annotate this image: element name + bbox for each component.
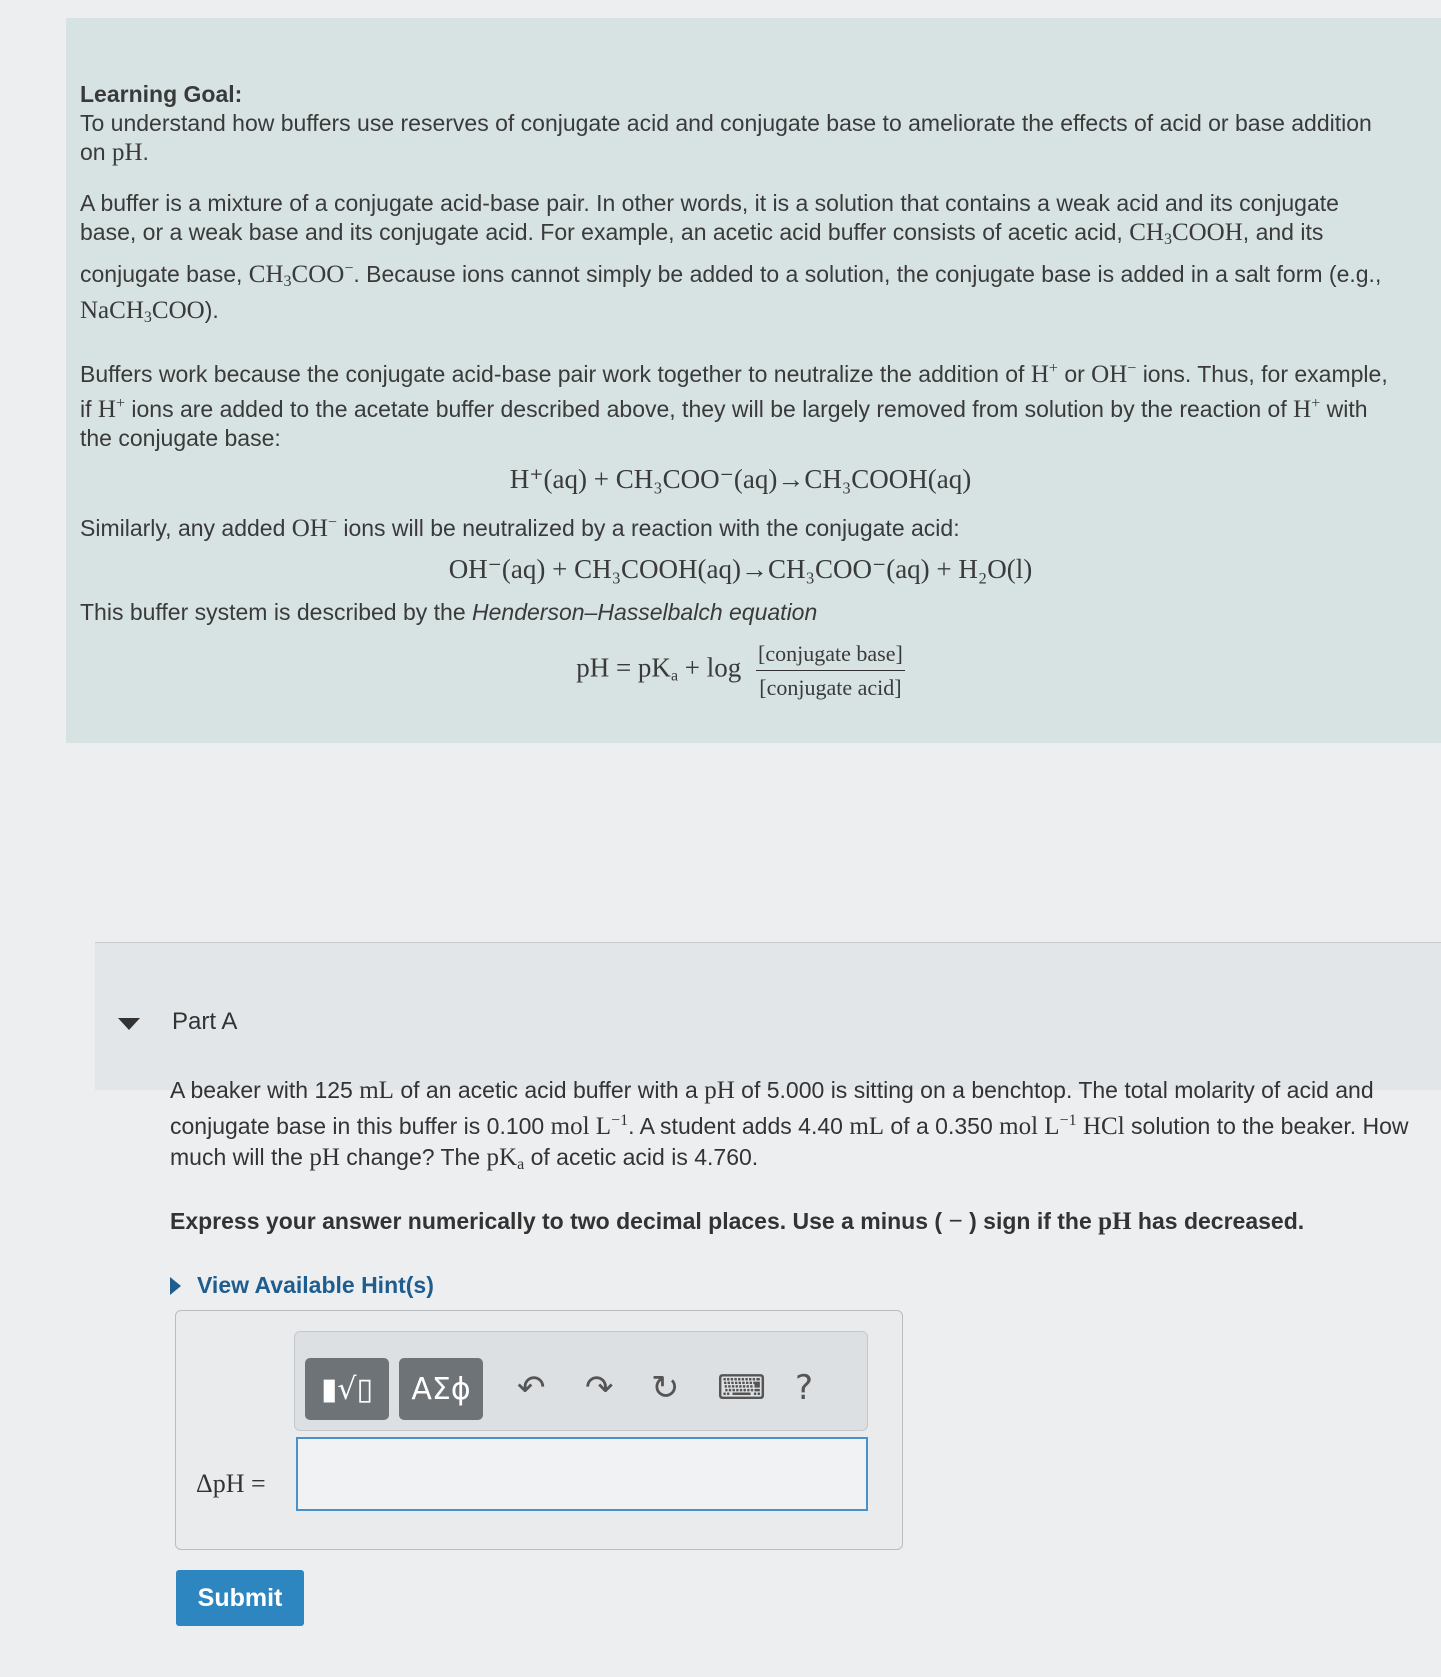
mol: mol L xyxy=(999,1113,1060,1140)
q1: A beaker with 125 xyxy=(170,1077,353,1103)
express-c: has decreased. xyxy=(1137,1208,1305,1234)
part-a-header[interactable] xyxy=(95,943,1441,1090)
salt-formula xyxy=(80,297,205,324)
pk-sub: a xyxy=(517,1156,525,1173)
para2-text-a: Buffers work because the conjugate acid-base pair work together to neutralize the addition of xyxy=(80,361,1025,387)
base-sub: 3 xyxy=(283,273,292,290)
para1-text-d: ). xyxy=(204,297,219,323)
learning-goal-text xyxy=(80,109,1401,167)
part-a-label[interactable]: Part A xyxy=(172,1008,238,1035)
para3-text-a: Similarly, any added xyxy=(80,515,286,541)
ph-math: pH xyxy=(704,1077,735,1104)
plus: + xyxy=(1311,395,1321,412)
h-plus xyxy=(1031,361,1058,388)
hh-denominator: [conjugate acid] xyxy=(759,675,902,700)
base-pre: CH xyxy=(248,261,284,288)
pka-math xyxy=(487,1144,525,1171)
para3-text-b: ions will be neutralized by a reaction with the conjugate acid: xyxy=(343,515,960,541)
pk: pK xyxy=(486,1144,518,1171)
q3: of 5.000 is sitting on a benchtop. The total molarity of acid and conjugate base in this buffer is 0.100 xyxy=(170,1077,1374,1139)
para4-text-a: This buffer system is described by the xyxy=(80,599,466,625)
mol-per-l xyxy=(551,1113,628,1140)
oh: OH xyxy=(291,515,328,542)
henderson-hasselbalch-name: Henderson–Hasselbalch equation xyxy=(472,599,818,625)
hh-lhs: pH = pK xyxy=(576,652,671,683)
ml-unit: mL xyxy=(359,1077,394,1104)
h: H xyxy=(97,396,116,423)
minus: − xyxy=(1127,360,1137,377)
mol: mol L xyxy=(550,1113,612,1140)
oh-minus-2 xyxy=(292,515,337,542)
ph-math: pH xyxy=(111,139,143,166)
h-plus-2 xyxy=(98,396,125,423)
express-a: Express your answer numerically to two decimal places. Use a minus ( xyxy=(170,1208,943,1234)
q6: solution to the beaker. How much will the xyxy=(170,1113,1409,1170)
acetate-formula xyxy=(249,261,354,288)
hh-log: + log xyxy=(678,652,742,683)
express-b: ) sign if the xyxy=(969,1208,1092,1234)
answer-input[interactable] xyxy=(296,1437,868,1511)
hh-numerator: [conjugate base] xyxy=(756,639,905,671)
help-icon[interactable]: ? xyxy=(795,1368,814,1408)
ph-math-3: pH xyxy=(1098,1208,1132,1235)
redo-icon[interactable]: ↷ xyxy=(585,1368,614,1408)
henderson-hasselbalch-equation xyxy=(80,639,1401,702)
greek-symbols-button[interactable]: ΑΣϕ xyxy=(399,1358,483,1420)
delta-ph-label: ΔpH = xyxy=(196,1469,266,1498)
templates-button[interactable]: ▮√▯ xyxy=(305,1358,389,1420)
para2-text-d: with the conjugate base: xyxy=(80,396,1368,451)
acid-sub: 3 xyxy=(1163,231,1172,248)
base-post: COO xyxy=(291,261,345,288)
answer-panel xyxy=(175,1310,903,1550)
salt-post: COO xyxy=(151,297,205,324)
oh-minus xyxy=(1091,361,1136,388)
ml-unit-2: mL xyxy=(849,1113,885,1140)
h: H xyxy=(1030,361,1049,388)
collapse-caret-icon[interactable] xyxy=(118,1018,140,1030)
learning-goal-title: Learning Goal: xyxy=(80,81,243,107)
math-toolbar xyxy=(294,1331,868,1431)
hint-label[interactable]: View Available Hint(s) xyxy=(197,1272,434,1298)
para2-text-b: ions. Thus, for example, if xyxy=(80,361,1388,422)
para1-text-c: . Because ions cannot simply be added to a solution, the conjugate base is added in a salt form (e.g., xyxy=(353,261,1382,287)
period: . xyxy=(142,139,149,165)
hcl-formula: HCl xyxy=(1082,1113,1125,1140)
ph-math-2: pH xyxy=(309,1144,340,1171)
neg1: −1 xyxy=(1059,1112,1077,1129)
henderson-paragraph xyxy=(80,598,1401,627)
plus: + xyxy=(115,395,125,412)
mol-per-l-2 xyxy=(999,1113,1076,1140)
learning-goal-panel xyxy=(66,18,1441,743)
h: H xyxy=(1293,396,1312,423)
expand-arrow-icon xyxy=(170,1277,181,1295)
salt-pre: NaCH xyxy=(80,297,144,324)
buffer-mechanism-paragraph xyxy=(80,354,1401,453)
learning-goal-line1: To understand how buffers use reserves of conjugate acid and conjugate base to ameliorate the effects of acid or base xyxy=(80,110,1285,136)
q7: change? The xyxy=(346,1144,481,1170)
q5: of a 0.350 xyxy=(890,1113,993,1139)
base-neutralization-equation: OH⁻(aq) + CH₃COOH(aq)→CH₃COO⁻(aq) + H₂O(l) xyxy=(448,554,1033,584)
learning-goal-line2: addition on xyxy=(80,110,1372,165)
acetic-acid-formula xyxy=(1129,219,1243,246)
oh: OH xyxy=(1091,361,1128,388)
keyboard-icon[interactable]: ⌨ xyxy=(717,1368,767,1408)
view-hints-link[interactable] xyxy=(170,1272,434,1299)
answer-instructions xyxy=(170,1208,1304,1236)
acid-pre: CH xyxy=(1129,219,1164,246)
buffer-definition-paragraph xyxy=(80,189,1401,332)
q8: of acetic acid is 4.760. xyxy=(530,1144,759,1170)
para1-text-a: A buffer is a mixture of a conjugate acid-base pair. In other words, it is a solution that contains a weak acid and its conjugate base, or a weak base and its conjugate acid. For example, an acetic acid buffer consists of acetic acid, xyxy=(80,190,1339,245)
hh-sub: a xyxy=(670,667,679,685)
acid-post: COOH xyxy=(1171,219,1243,246)
minus: − xyxy=(327,514,337,531)
reset-icon[interactable]: ↻ xyxy=(651,1368,680,1408)
hh-fraction xyxy=(756,639,905,702)
plus: + xyxy=(1048,360,1058,377)
acid-neutralization-equation: H⁺(aq) + CH₃COO⁻(aq)→CH₃COOH(aq) xyxy=(509,464,972,494)
base-neutralization-paragraph xyxy=(80,508,1401,543)
salt-sub: 3 xyxy=(143,309,152,326)
minus-sign: − xyxy=(948,1208,963,1235)
para2-text-c: ions are added to the acetate buffer described above, they will be largely removed from solution by the reaction of xyxy=(131,396,1287,422)
submit-button[interactable]: Submit xyxy=(176,1570,304,1626)
base-sup: − xyxy=(344,260,354,277)
h-plus-3 xyxy=(1293,396,1320,423)
q2: of an acetic acid buffer with a xyxy=(400,1077,698,1103)
undo-icon[interactable]: ↶ xyxy=(517,1368,546,1408)
neg1: −1 xyxy=(611,1112,629,1129)
para1-text-b: , and its conjugate base, xyxy=(80,219,1324,287)
or-word: or xyxy=(1064,361,1085,387)
q4: . A student adds 4.40 xyxy=(628,1113,843,1139)
part-a-question xyxy=(170,1075,1435,1180)
